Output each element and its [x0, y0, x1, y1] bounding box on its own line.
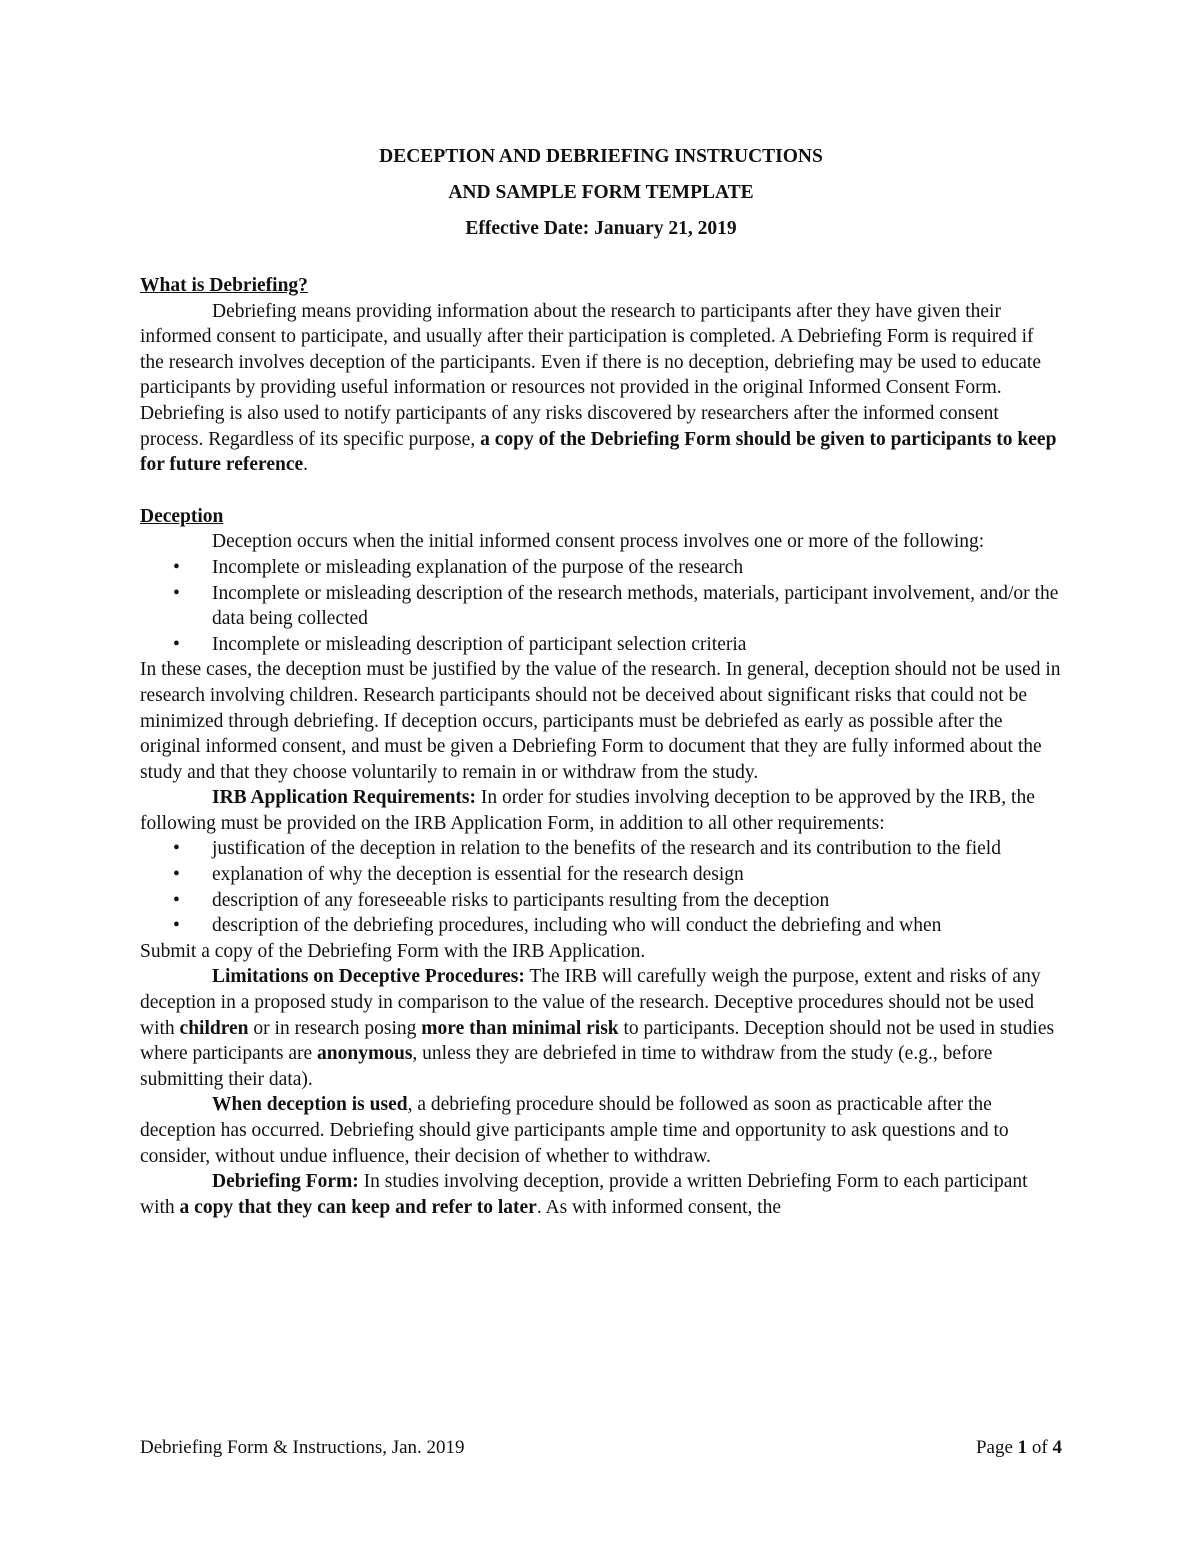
debriefing-form-text: In studies involving deception, provide a written Debriefing Form to each participant with	[140, 1171, 1028, 1218]
list-item	[140, 913, 1062, 939]
list-item	[140, 555, 1062, 581]
list-item	[140, 632, 1062, 658]
document-title-line2: AND SAMPLE FORM TEMPLATE	[448, 182, 754, 203]
page-current: 1	[1017, 1437, 1028, 1458]
list-item-text: description of the debriefing procedures, including who will conduct the debriefing and when	[212, 915, 942, 937]
list-item-text: Incomplete or misleading explanation of the purpose of the research	[212, 556, 744, 578]
list-item	[140, 888, 1062, 914]
when-deception-label: When deception is used	[212, 1094, 408, 1116]
heading-deception: Deception	[140, 505, 224, 527]
list-item	[140, 862, 1062, 888]
debriefing-text-end: .	[303, 454, 309, 476]
list-item-text: explanation of why the deception is essential for the research design	[212, 864, 744, 886]
effective-date: Effective Date: January 21, 2019	[465, 218, 737, 239]
when-deception-text: , a debriefing procedure should be followed as soon as practicable after the deception has occurred. Debriefing should give participants ample time and opportunity to ask questions and to consider, without undue influence, their decision of whether to withdraw.	[140, 1094, 1009, 1167]
page-of: of	[1027, 1437, 1053, 1458]
debriefing-text: Debriefing means providing information about the research to participants after they have given their informed consent to participate, and usually after their participation is completed. A Debriefing Form is required if the research involves deception of the participants. Even if there is no deception, debriefing may be used to educate participants by providing useful information or resources not provided in the original Informed Consent Form. Debriefing is also used to notify participants of any risks discovered by researchers after the informed consent process. Regardless of its specific purpose,	[140, 300, 1041, 450]
limitations-label: Limitations on Deceptive Procedures:	[212, 966, 525, 988]
irb-requirements-text: In order for studies involving deception to be approved by the IRB, the following must be provided on the IRB Application Form, in addition to all other requirements:	[140, 787, 1035, 834]
footer-page-number	[976, 1436, 1062, 1460]
debriefing-form-label: Debriefing Form:	[212, 1171, 359, 1193]
deception-list	[140, 555, 1062, 657]
deception-intro: Deception occurs when the initial informed consent process involves one or more of the following:	[212, 531, 985, 553]
list-item-text: Incomplete or misleading description of participant selection criteria	[212, 633, 747, 655]
debriefing-form-text: . As with informed consent, the	[536, 1196, 782, 1218]
limitations-paragraph	[140, 964, 1062, 1092]
heading-what-is-debriefing: What is Debriefing?	[140, 275, 308, 296]
irb-requirements-label: IRB Application Requirements:	[212, 787, 476, 809]
limitations-text: , unless they are debriefed in time to withdraw from the study (e.g., before submitting their data).	[140, 1043, 993, 1090]
bullet-icon: •	[173, 915, 180, 937]
irb-requirements-list	[140, 836, 1062, 938]
irb-requirements-paragraph	[140, 785, 1062, 836]
bullet-icon: •	[173, 633, 180, 655]
debriefing-form-paragraph	[140, 1169, 1062, 1220]
document-title-line1: DECEPTION AND DEBRIEFING INSTRUCTIONS	[379, 146, 823, 167]
list-item	[140, 836, 1062, 862]
page-prefix: Page	[975, 1437, 1018, 1458]
footer-document-name: Debriefing Form & Instructions, Jan. 2019	[140, 1437, 465, 1458]
submit-instruction: Submit a copy of the Debriefing Form with the IRB Application.	[140, 940, 646, 962]
when-deception-used-paragraph	[140, 1092, 1062, 1169]
document-page	[140, 140, 1062, 1220]
debriefing-paragraph	[140, 299, 1062, 478]
page-total: 4	[1052, 1437, 1062, 1458]
bullet-icon: •	[173, 889, 180, 911]
bullet-icon: •	[173, 582, 180, 604]
limitations-text: The IRB will carefully weigh the purpose, extent and risks of any deception in a proposed study in comparison to the value of the research. Deceptive procedures should not be used with	[140, 966, 1041, 1039]
limitations-bold-children: children	[179, 1017, 249, 1039]
limitations-bold-anonymous: anonymous	[317, 1043, 413, 1065]
limitations-text: to participants. Deception should not be used in studies where participants are	[140, 1017, 1055, 1065]
deception-justification: In these cases, the deception must be justified by the value of the research. In general, deception should not be used in research involving children. Research participants should not be deceived about significant risks that could not be minimized through debriefing. If deception occurs, participants must be debriefed as early as possible after the original informed consent, and must be given a Debriefing Form to document that they are fully informed about the study and that they choose voluntarily to remain in or withdraw from the study.	[140, 659, 1061, 783]
bullet-icon: •	[173, 864, 180, 886]
limitations-text: or in research posing	[248, 1017, 422, 1039]
list-item	[140, 581, 1062, 632]
list-item-text: description of any foreseeable risks to participants resulting from the deception	[212, 889, 830, 911]
list-item-text: justification of the deception in relation to the benefits of the research and its contribution to the field	[212, 838, 1001, 860]
limitations-bold-risk: more than minimal risk	[421, 1017, 619, 1039]
debriefing-bold-text: a copy of the Debriefing Form should be given to participants to keep for future reference	[140, 428, 1057, 476]
bullet-icon: •	[173, 838, 180, 860]
debriefing-form-bold: a copy that they can keep and refer to later	[179, 1196, 537, 1218]
list-item-text: Incomplete or misleading description of the research methods, materials, participant involvement, and/or the data being collected	[212, 582, 1059, 630]
bullet-icon: •	[173, 556, 180, 578]
